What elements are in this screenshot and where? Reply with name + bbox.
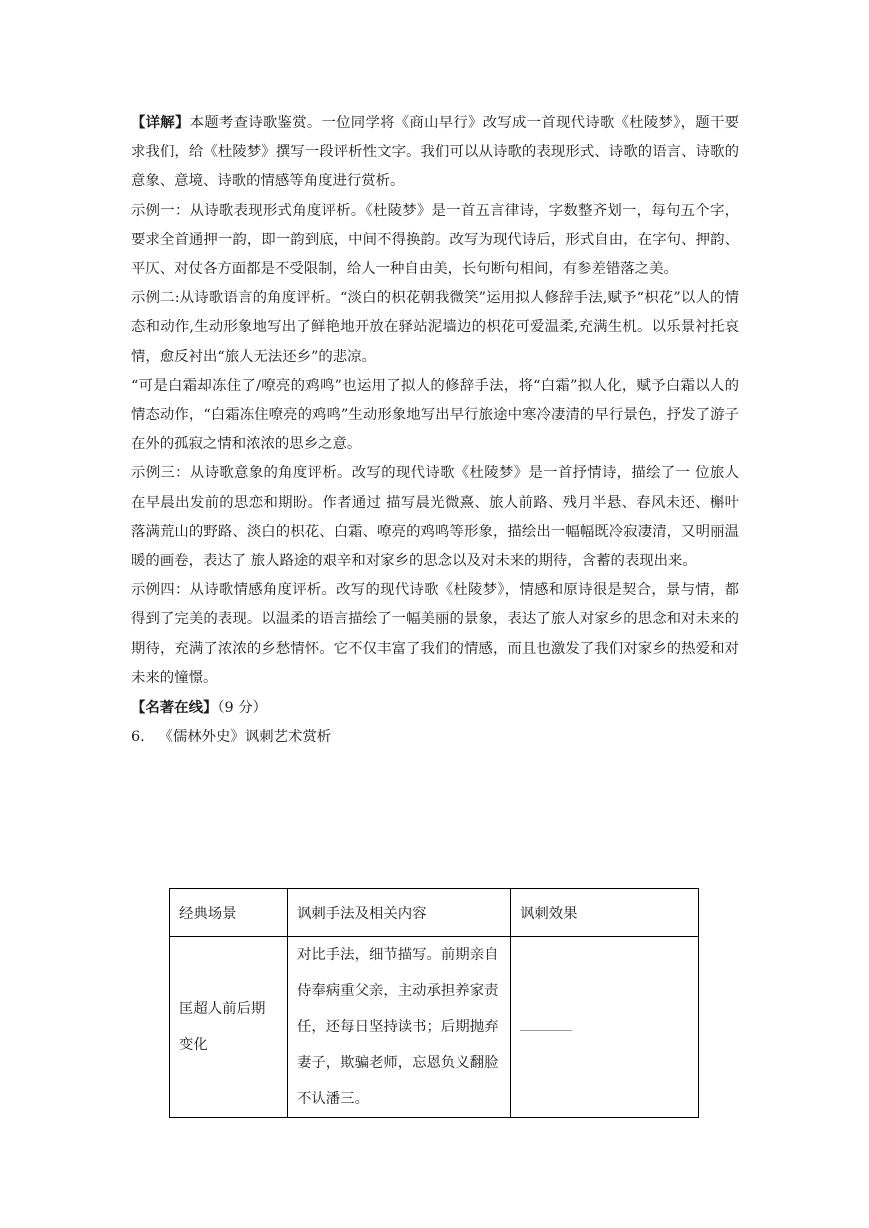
document-body [131,108,739,752]
example-paragraph-1: 示例一：从诗歌表现形式角度评析。《杜陵梦》是一首五言律诗，字数整齐划一，每句五个字，要求全首通押一韵，即一韵到底，中间不得换韵。改写为现代诗后，形式自由，在字句、押韵、平仄、对仗各方面都是不受限制，给人一种自由美，长句断句相间，有参差错落之美。 [131,202,739,278]
example-paragraph-2: 示例二:从诗歌语言的角度评析。“淡白的枳花朝我微笑”运用拟人修辞手法,赋予“枳花”以人的情态和动作,生动形象地写出了鲜艳地开放在驿站泥墙边的枳花可爱温柔,充满生机。以乐景衬托哀情，愈反衬出“旅人无法还乡”的悲凉。 [131,290,739,365]
satire-table [169,888,699,1118]
section-points: （9 分） [217,700,268,717]
question-line [131,723,739,752]
table-header-technique: 讽刺手法及相关内容 [288,889,511,937]
answer-blank-line[interactable] [520,1029,572,1031]
example-paragraph-2-continued: “可是白霜却冻住了/嘹亮的鸡鸣”也运用了拟人的修辞手法，将“白霜”拟人化，赋予白霜以人的情态动作，“白霜冻住嘹亮的鸡鸣”生动形象地写出早行旅途中寒冷凄清的早行景色，抒发了游子在外的孤寂之情和浓浓的思乡之意。 [131,377,739,453]
table-row [170,937,699,1118]
table-header-effect: 讽刺效果 [511,889,699,937]
example-paragraph-4: 示例四：从诗歌情感角度评析。改写的现代诗歌《杜陵梦》，情感和原诗很是契合，景与情，都得到了完美的表现。以温柔的语言描绘了一幅美丽的景象，表达了旅人对家乡的思念和对未来的期待，充满了浓浓的乡愁情怀。它不仅丰富了我们的情感，而且也激发了我们对家乡的热爱和对未来的憧憬。 [131,582,739,686]
table-header-scene: 经典场景 [170,889,288,937]
detail-label: 【详解】 [131,114,190,131]
question-number: 6. [131,729,145,746]
table-header-row [170,889,699,937]
table-cell-technique: 对比手法，细节描写。前期亲自侍奉病重父亲，主动承担养家责任，还每日坚持读书；后期抛弃妻子，欺骗老师，忘恩负义翻脸不认潘三。 [288,937,511,1118]
example-paragraph-3: 示例三：从诗歌意象的角度评析。改写的现代诗歌《杜陵梦》是一首抒情诗，描绘了一 位旅人在早晨出发前的思恋和期盼。作者通过 描写晨光微熹、旅人前路、残月半悬、春风未还、槲叶落满荒山的野路、淡白的枳花、白霜、嘹亮的鸡鸣等形象，描绘出一幅幅既冷寂凄清，又明丽温暖的画卷，表达了 旅人路途的艰辛和对家乡的思念以及对未来的期待，含蓄的表现出来。 [131,465,739,570]
detail-paragraph [131,108,739,197]
table-cell-scene: 匡超人前后期变化 [170,937,288,1118]
detail-text: 本题考查诗歌鉴赏。一位同学将《商山早行》改写成一首现代诗歌《杜陵梦》，题干要求我们，给《杜陵梦》撰写一段评析性文字。我们可以从诗歌的表现形式、诗歌的语言、诗歌的意象、意境、诗歌的情感等角度进行赏析。 [131,115,739,190]
section-heading [131,693,739,723]
section-label: 【名著在线】 [131,699,218,717]
table-cell-effect[interactable] [511,937,699,1118]
question-text: 《儒林外史》讽刺艺术赏析 [158,729,332,746]
